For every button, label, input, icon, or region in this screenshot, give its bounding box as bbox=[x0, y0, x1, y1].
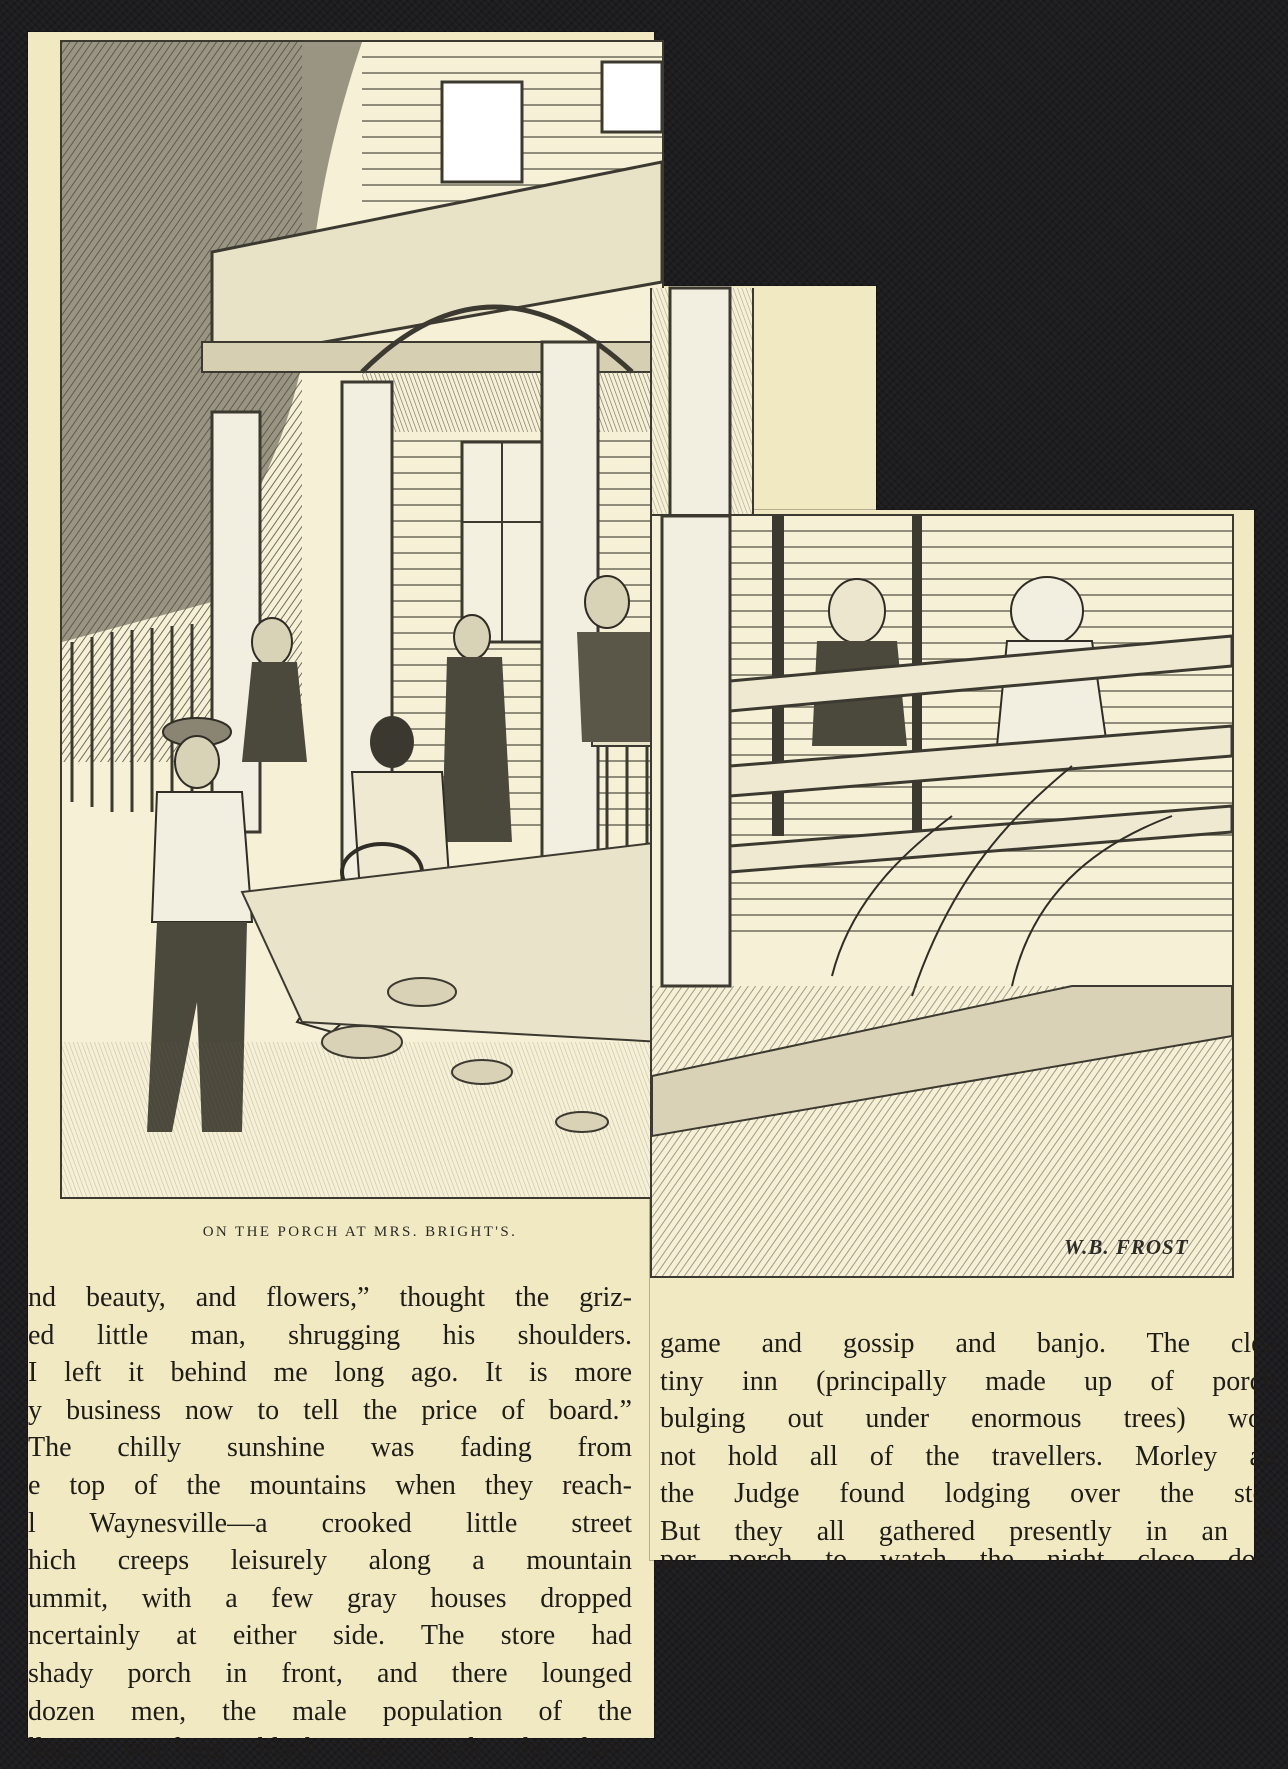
text-line: bulging out under enormous trees) wou bbox=[660, 1403, 1276, 1435]
text-line: llage, watching black Sam pick the ban- bbox=[28, 1733, 632, 1765]
text-line: e top of the mountains when they reach- bbox=[28, 1469, 632, 1501]
text-line: hich creeps leisurely along a mountain bbox=[28, 1545, 632, 1577]
article-column-left bbox=[28, 1279, 636, 1765]
engraving-right bbox=[650, 514, 1234, 1278]
text-line: ummit, with a few gray houses dropped bbox=[28, 1582, 632, 1614]
text-line: shady porch in front, and there lounged bbox=[28, 1657, 632, 1689]
engraving-post-strip bbox=[650, 288, 754, 518]
text-line: nd beauty, and flowers,” thought the griz- bbox=[28, 1282, 632, 1313]
text-line: l Waynesville—a crooked little street bbox=[28, 1507, 632, 1539]
text-line: game and gossip and banjo. The clea bbox=[660, 1328, 1276, 1359]
illustration-caption: ON THE PORCH AT MRS. BRIGHT'S. bbox=[202, 1224, 518, 1240]
article-column-right bbox=[660, 1325, 1276, 1575]
text-line: y business now to tell the price of board.” bbox=[28, 1394, 632, 1426]
text-line: But they all gathered presently in an u bbox=[660, 1515, 1276, 1547]
text-line: the Judge found lodging over the stor bbox=[660, 1478, 1276, 1510]
artist-signature: W.B. FROST bbox=[1064, 1235, 1189, 1259]
text-line: dozen men, the male population of the bbox=[28, 1695, 632, 1727]
text-line: ncertainly at either side. The store had bbox=[28, 1620, 632, 1652]
text-line: per porch to watch the night close dow bbox=[660, 1543, 1276, 1575]
text-line: not hold all of the travellers. Morley an bbox=[660, 1440, 1276, 1472]
text-line: ed little man, shrugging his shoulders. bbox=[28, 1319, 632, 1351]
text-line: tiny inn (principally made up of porch bbox=[660, 1365, 1276, 1397]
text-line: I left it behind me long ago. It is more bbox=[28, 1357, 632, 1389]
engraving-main bbox=[60, 40, 664, 1199]
text-line: The chilly sunshine was fading from bbox=[28, 1432, 632, 1464]
